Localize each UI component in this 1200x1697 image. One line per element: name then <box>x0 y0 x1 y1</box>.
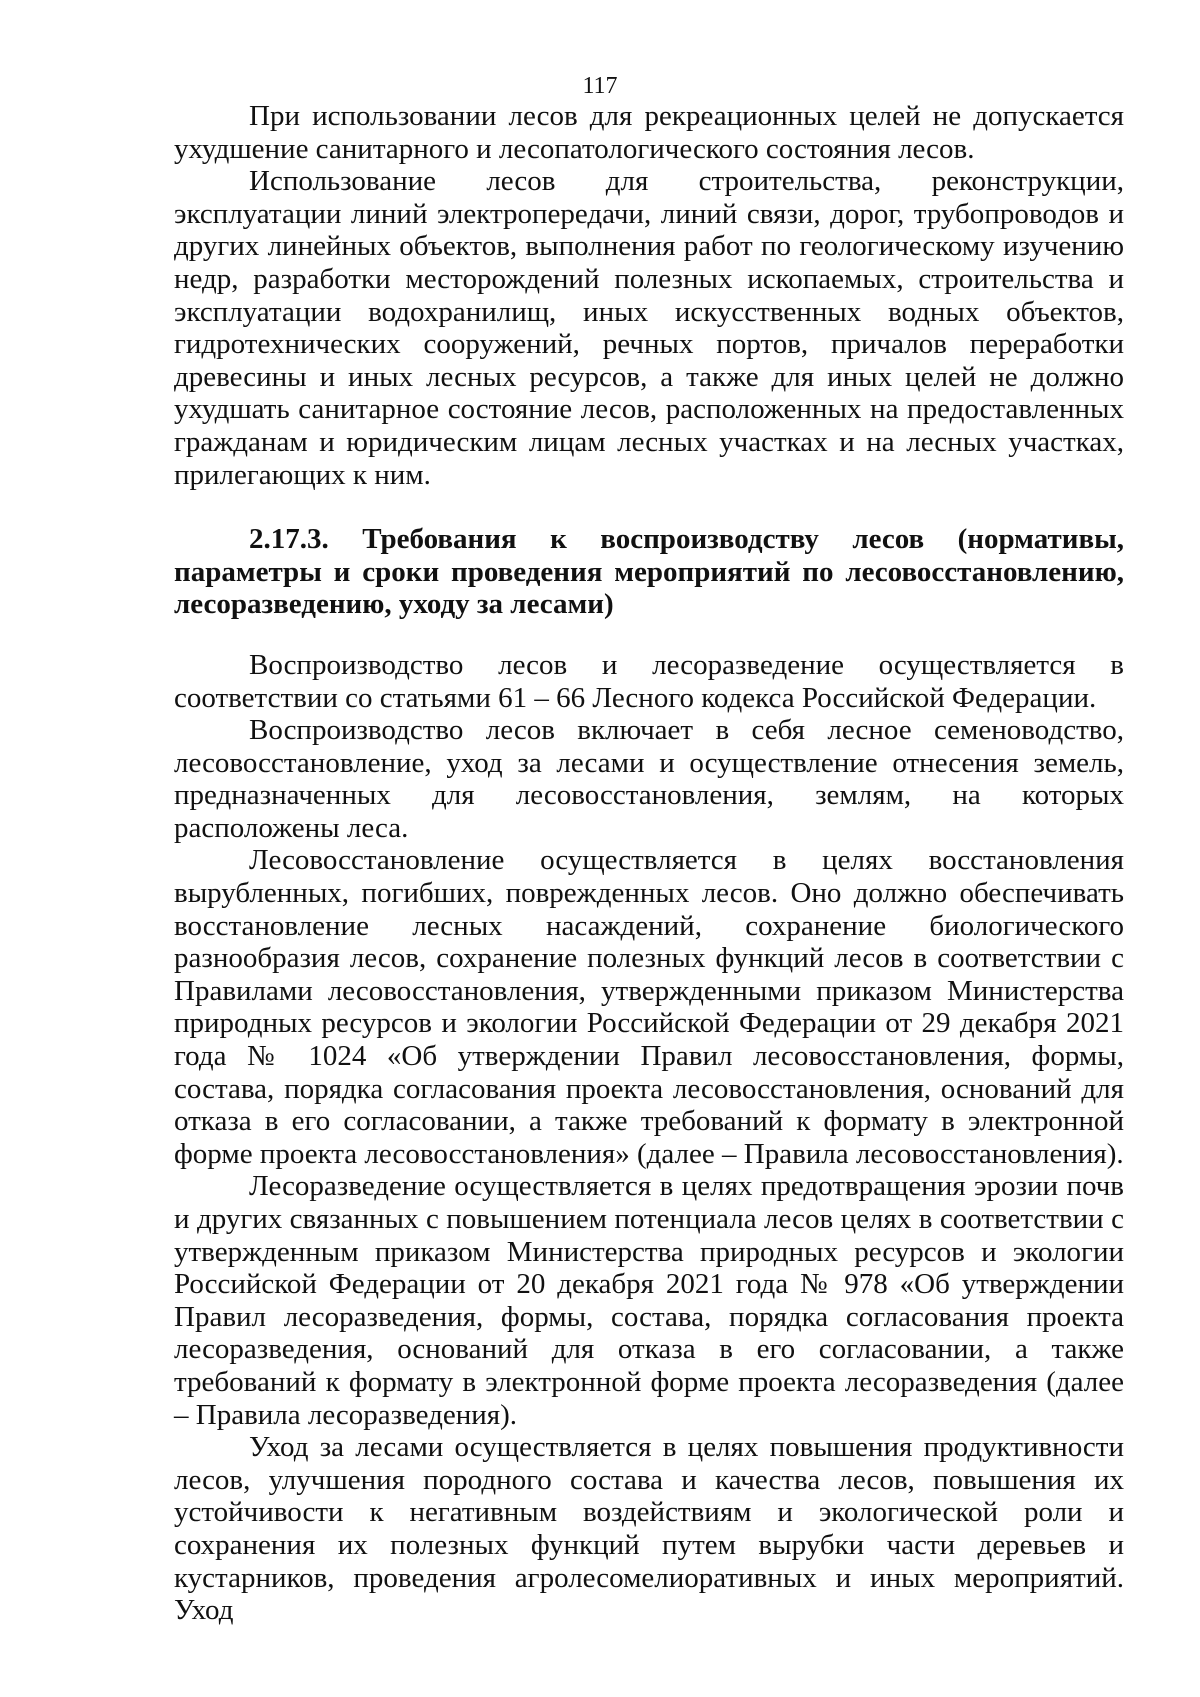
document-body <box>174 100 1124 1627</box>
paragraph-reproduction-includes: Воспроизводство лесов включает в себя лесное семеноводство, лесовосстановление, уход за лесами и осуществление отнесения земель, предназначенных для лесовосстановления, землям, на которых расположены леса. <box>174 714 1124 844</box>
paragraph-reproduction-basis: Воспроизводство лесов и лесоразведение осуществляется в соответствии со статьями 61 – 66 Лесного кодекса Российской Федерации. <box>174 648 1124 714</box>
paragraph-construction: Использование лесов для строительства, реконструкции, эксплуатации линий электропередачи, линий связи, дорог, трубопроводов и других линейных объектов, выполнения работ по геологическому изучению недр, разработки месторождений полезных ископаемых, строительства и эксплуатации водохранилищ, иных искусственных водных объектов, гидротехнических сооружений, речных портов, причалов переработки древесины и иных лесных ресурсов, а также для иных целей не должно ухудшать санитарное состояние лесов, расположенных на предоставленных гражданам и юридическим лицам лесных участках и на лесных участках, прилегающих к ним. <box>174 165 1124 491</box>
paragraph-reforestation: Лесовосстановление осуществляется в целях восстановления вырубленных, погибших, поврежденных лесов. Оно должно обеспечивать восстановление лесных насаждений, сохранение биологического разнообразия лесов, сохранение полезных функций лесов в соответствии с Правилами лесовосстановления, утвержденными приказом Министерства природных ресурсов и экологии Российской Федерации от 29 декабря 2021 года № 1024 «Об утверждении Правил лесовосстановления, формы, состава, порядка согласования проекта лесовосстановления, оснований для отказа в его согласовании, а также требований к формату в электронной форме проекта лесовосстановления» (далее – Правила лесовосстановления). <box>174 844 1124 1170</box>
section-heading: 2.17.3. Требования к воспроизводству лесов (нормативы, параметры и сроки проведения мероприятий по лесовосстановлению, лесоразведению, уходу за лесами) <box>174 523 1124 621</box>
page-number: 117 <box>582 73 618 99</box>
paragraph-afforestation: Лесоразведение осуществляется в целях предотвращения эрозии почв и других связанных с повышением потенциала лесов целях в соответствии с утвержденным приказом Министерства природных ресурсов и экологии Российской Федерации от 20 декабря 2021 года № 978 «Об утверждении Правил лесоразведения, формы, состава, порядка согласования проекта лесоразведения, оснований для отказа в его согласовании, а также требований к формату в электронной форме проекта лесоразведения (далее – Правила лесоразведения). <box>174 1170 1124 1431</box>
paragraph-forest-care: Уход за лесами осуществляется в целях повышения продуктивности лесов, улучшения породного состава и качества лесов, повышения их устойчивости к негативным воздействиям и экологической роли и сохранения их полезных функций путем вырубки части деревьев и кустарников, проведения агролесомелиоративных и иных мероприятий. Уход <box>174 1431 1124 1627</box>
paragraph-recreation: При использовании лесов для рекреационных целей не допускается ухудшение санитарного и лесопатологического состояния лесов. <box>174 100 1124 165</box>
